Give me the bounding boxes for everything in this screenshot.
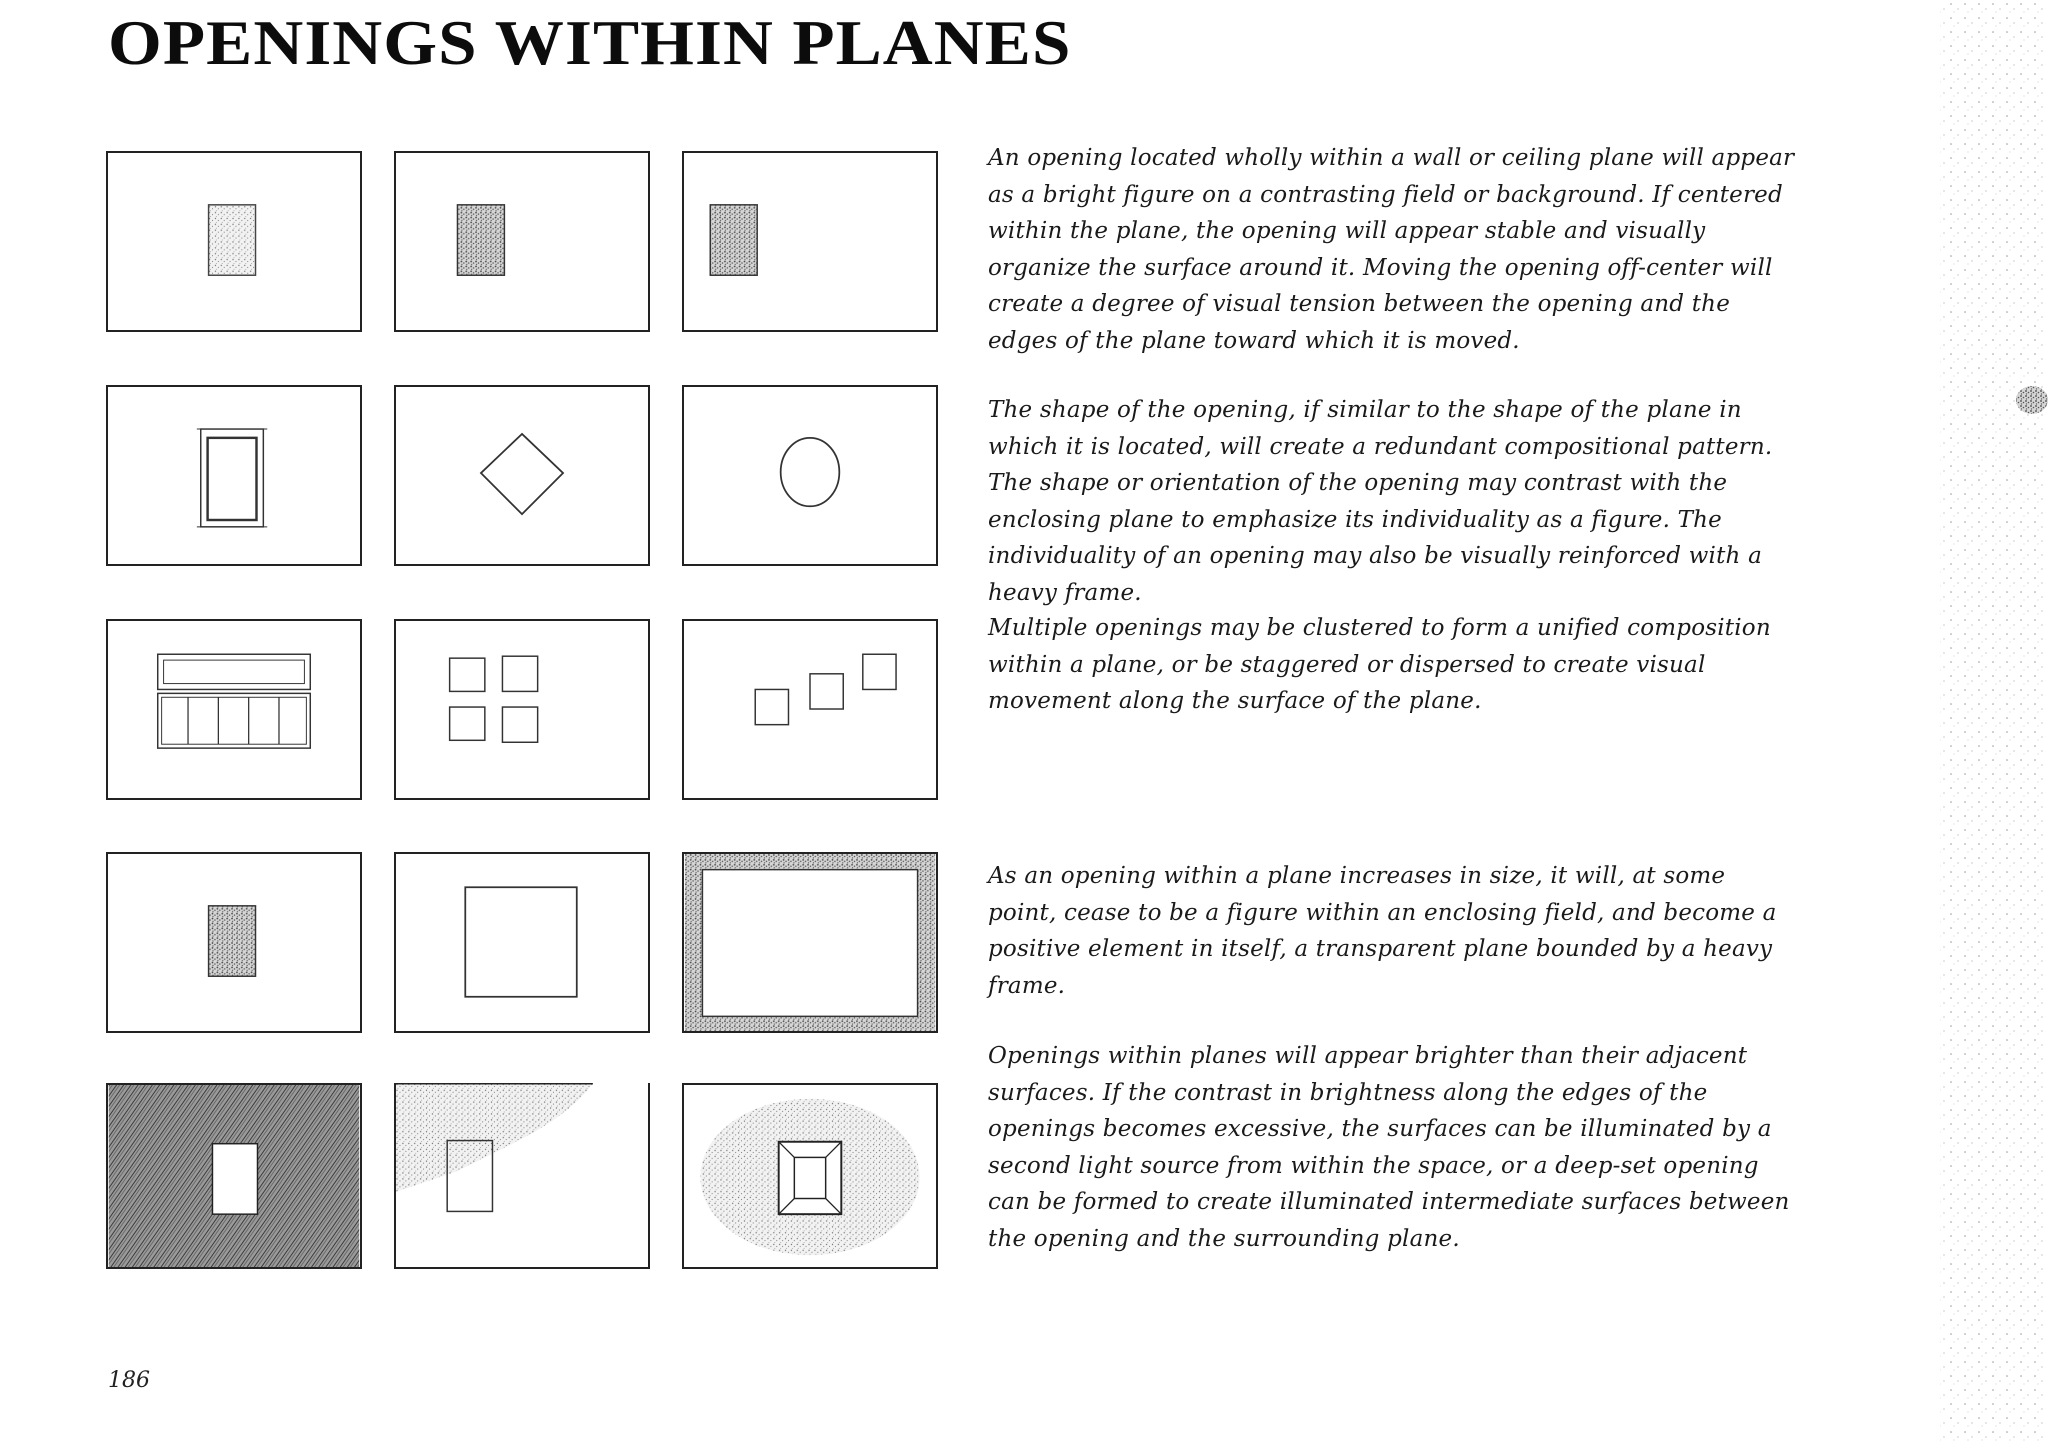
diagram-centered-opening bbox=[106, 151, 362, 332]
diagram-deep-set-opening bbox=[682, 1083, 938, 1269]
paragraph-opening-size: As an opening within a plane increases in size, it will, at some point, cease to be a figure within an enclosing field, and become a positive element in itself, a transparent plane bounded by a heavy frame. bbox=[988, 863, 1777, 999]
diagram-grouped-square-openings bbox=[394, 619, 650, 800]
diagram-heavy-frame-opening bbox=[682, 852, 938, 1033]
paragraph-opening-position: An opening located wholly within a wall or ceiling plane will appear as a bright figure on a contrasting field or background. If centered within the plane, the opening will appear stable and visually organize the surface around it. Moving the opening off-center will create a degree of visual tension between the opening and the edges of the plane toward which it is moved. bbox=[988, 145, 1795, 354]
scan-edge-speckle bbox=[1920, 0, 2048, 1441]
page-title: OPENINGS WITHIN PLANES bbox=[108, 7, 1072, 78]
diagram-edge-offset-opening bbox=[682, 151, 938, 332]
diagram-side-lit-opening bbox=[394, 1083, 650, 1269]
diagram-slightly-offset-opening bbox=[394, 151, 650, 332]
paragraph-opening-brightness: Openings within planes will appear brighter than their adjacent surfaces. If the contrast in brightness along the edges of the openings becomes excessive, the surfaces can be illuminated by a second light source from within the space, or a deep-set opening can be formed to create illuminated intermediate surfaces between the opening and the surrounding plane. bbox=[988, 1043, 1790, 1252]
diagram-diamond-opening bbox=[394, 385, 650, 566]
paragraph-multiple-openings: Multiple openings may be clustered to form a unified composition within a plane, or be staggered or dispersed to create visual movement along the surface of the plane. bbox=[988, 615, 1771, 714]
diagram-dark-wall-bright-opening bbox=[106, 1083, 362, 1269]
diagram-clustered-window-openings bbox=[106, 619, 362, 800]
diagram-small-opening bbox=[106, 852, 362, 1033]
diagram-framed-rectangle-opening bbox=[106, 385, 362, 566]
paragraph-opening-shape: The shape of the opening, if similar to the shape of the plane in which it is located, will create a redundant compositional pattern. The shape or orientation of the opening may contrast with the enclosing plane to emphasize its individuality as a figure. The individuality of an opening may also be visually reinforced with a heavy frame. bbox=[988, 397, 1773, 606]
diagram-large-opening bbox=[394, 852, 650, 1033]
diagram-staggered-square-openings bbox=[682, 619, 938, 800]
page-number: 186 bbox=[108, 1368, 150, 1393]
diagram-circle-opening bbox=[682, 385, 938, 566]
